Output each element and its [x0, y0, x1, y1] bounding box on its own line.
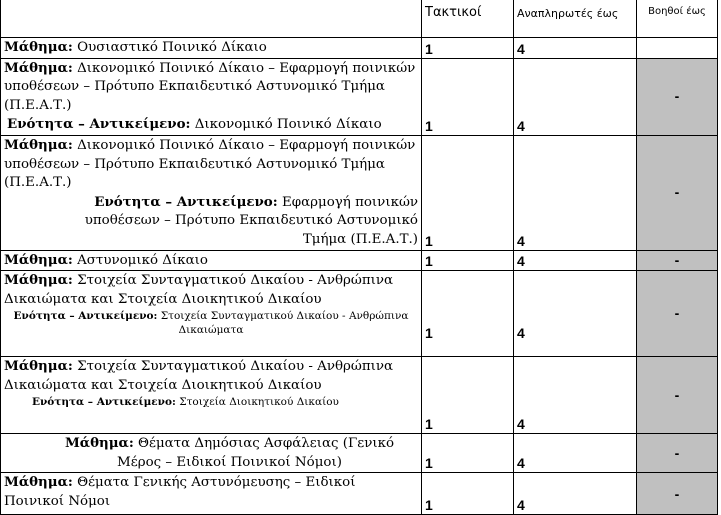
anaplirotes-cell: 4 — [514, 250, 637, 271]
unit-text: Στοιχεία Συνταγματικού Δικαίου - Ανθρώπινα Δικαιώματα — [160, 310, 409, 337]
mathima-label: Μάθημα: — [64, 435, 134, 452]
header-anaplirotes: Αναπληρωτές έως — [514, 0, 637, 38]
taktikoi-cell: 1 — [422, 58, 514, 135]
unit-text: Στοιχεία Διοικητικού Δικαίου — [179, 396, 339, 409]
enotita-label: Ενότητα – Αντικείμενο: — [7, 116, 191, 133]
anaplirotes-cell: 4 — [514, 58, 637, 135]
taktikoi-cell: 1 — [422, 250, 514, 271]
subject-text: Δικονομικό Ποινικό Δίκαιο – Εφαρμογή ποινικών υποθέσεων – Πρότυπο Εκπαιδευτικό Αστυνομικό Τμήμα (Π.Ε.Α.Τ.) — [4, 137, 416, 191]
anaplirotes-cell: 4 — [514, 357, 637, 434]
taktikoi-cell: 1 — [422, 357, 514, 434]
mathima-label: Μάθημα: — [4, 39, 73, 55]
table-row — [1, 38, 718, 59]
enotita-label: Ενότητα – Αντικείμενο: — [94, 193, 278, 210]
voithoi-cell: - — [637, 58, 718, 135]
anaplirotes-cell: 4 — [514, 434, 637, 473]
table-row — [1, 250, 718, 271]
header-taktikoi: Τακτικοί — [422, 0, 514, 38]
subject-cell — [1, 38, 422, 59]
anaplirotes-cell: 4 — [514, 271, 637, 357]
unit-text: Δικονομικό Ποινικό Δίκαιο — [194, 117, 382, 133]
voithoi-cell: - — [637, 473, 718, 515]
subject-text: Θέματα Γενικής Αστυνόμευσης – Ειδικοί Ποινικοί Νόμοι — [4, 475, 356, 509]
voithoi-cell: - — [637, 250, 718, 271]
voithoi-cell: - — [637, 434, 718, 473]
mathima-label: Μάθημα: — [4, 272, 73, 289]
subject-cell — [1, 58, 422, 135]
taktikoi-cell: 1 — [422, 434, 514, 473]
mathima-label: Μάθημα: — [4, 251, 73, 268]
table-header-row — [1, 0, 718, 38]
taktikoi-cell: 1 — [422, 271, 514, 357]
subject-text: Στοιχεία Συνταγματικού Δικαίου - Ανθρώπινα Δικαιώματα και Στοιχεία Διοικητικού Δικαίου — [4, 359, 394, 393]
table-row — [1, 473, 718, 515]
table-row — [1, 135, 718, 250]
subject-cell — [1, 135, 422, 250]
mathima-label: Μάθημα: — [4, 474, 73, 491]
subject-text: Αστυνομικό Δίκαιο — [77, 252, 208, 268]
subject-text: Ουσιαστικό Ποινικό Δίκαιο — [77, 40, 267, 55]
unit-text: Εφαρμογή ποινικών υποθέσεων – Πρότυπο Εκπαιδευτικό Αστυνομικό Τμήμα (Π.Ε.Α.Τ.) — [84, 194, 418, 247]
taktikoi-cell: 1 — [422, 135, 514, 250]
voithoi-cell: - — [637, 271, 718, 357]
mathima-label: Μάθημα: — [4, 136, 73, 153]
voithoi-cell: - — [637, 357, 718, 434]
subject-cell — [1, 250, 422, 271]
anaplirotes-cell: 4 — [514, 38, 637, 59]
taktikoi-cell: 1 — [422, 38, 514, 59]
anaplirotes-cell: 4 — [514, 473, 637, 515]
subject-cell — [1, 357, 422, 434]
mathima-label: Μάθημα: — [4, 59, 73, 76]
subject-cell — [1, 271, 422, 357]
table-row — [1, 434, 718, 473]
voithoi-cell — [637, 38, 718, 59]
subject-cell — [1, 434, 422, 473]
enotita-label: Ενότητα – Αντικείμενο: — [13, 310, 158, 323]
mathima-label: Μάθημα: — [4, 358, 73, 375]
subject-text: Δικονομικό Ποινικό Δίκαιο – Εφαρμογή ποινικών υποθέσεων – Πρότυπο Εκπαιδευτικό Αστυνομικό Τμήμα (Π.Ε.Α.Τ.) — [4, 60, 416, 113]
anaplirotes-cell: 4 — [514, 135, 637, 250]
taktikoi-cell: 1 — [422, 473, 514, 515]
subject-text: Στοιχεία Συνταγματικού Δικαίου - Ανθρώπινα Δικαιώματα και Στοιχεία Διοικητικού Δικαίου — [4, 273, 394, 307]
header-empty-cell — [1, 0, 422, 38]
table-row — [1, 58, 718, 135]
voithoi-cell: - — [637, 135, 718, 250]
table-row — [1, 357, 718, 434]
header-voithoi: Βοηθοί έως — [637, 0, 718, 38]
subject-cell — [1, 473, 422, 515]
enotita-label: Ενότητα – Αντικείμενο: — [32, 396, 176, 409]
subject-text: Θέματα Δημόσιας Ασφάλειας (Γενικό Μέρος – Ειδικοί Ποινικοί Νόμοι) — [117, 436, 395, 470]
table-row — [1, 271, 718, 357]
